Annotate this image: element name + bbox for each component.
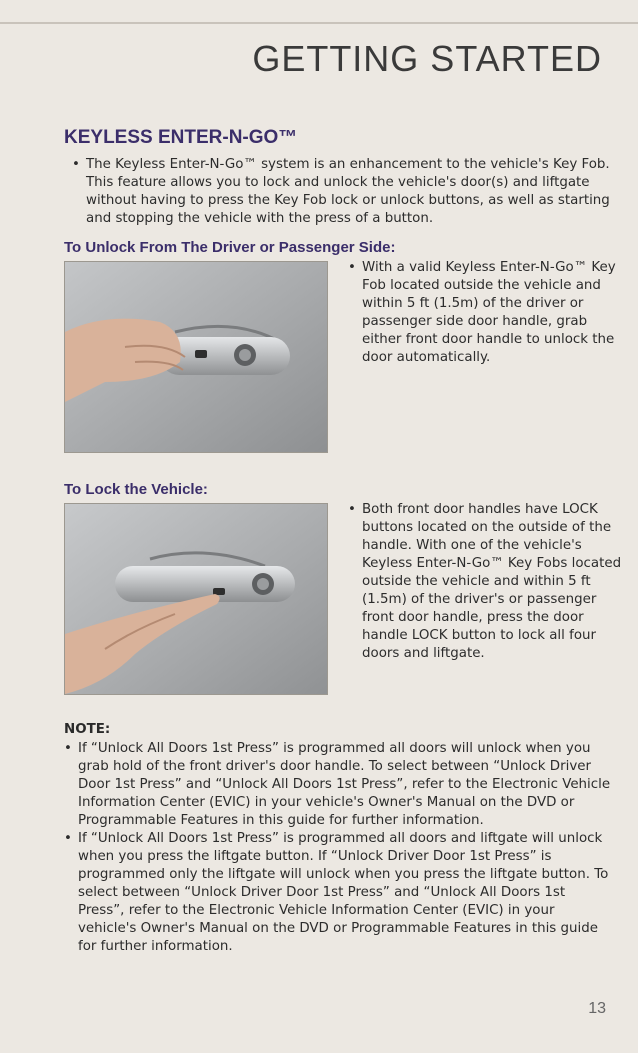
lock-instructions: • Both front door handles have LOCK buttons located on the outside of the handle. With one of the vehicle's Keyless Enter-N-Go™ Key Fobs located outside the vehicle and within 5 ft (1.5m) of the driver's or passenger front door handle, press the door handle LOCK button to lock all four doors and liftgate. <box>346 501 624 663</box>
note-item: • If “Unlock All Doors 1st Press” is programmed all doors will unlock when you grab hold of the front driver's door handle. To select between “Unlock Driver Door 1st Press” and “Unlock All Doors 1st Press”, refer to the Electronic Vehicle Information Center (EVIC) in your vehicle's Owner's Manual on the DVD or Programmable Features in this guide for further information. <box>64 740 612 830</box>
page-number: 13 <box>588 1000 606 1017</box>
door-handle-lock-photo <box>64 503 328 695</box>
lock-heading: To Lock the Vehicle: <box>64 481 208 498</box>
door-handle-grab-photo <box>64 261 328 453</box>
note-heading: NOTE: <box>64 722 111 737</box>
section-title: KEYLESS ENTER-N-GO™ <box>64 127 298 148</box>
header-rule <box>0 22 638 24</box>
chapter-title: GETTING STARTED <box>252 38 602 79</box>
intro-paragraph: • The Keyless Enter-N-Go™ system is an enhancement to the vehicle's Key Fob. This feature allows you to lock and unlock the vehicle's door(s) and liftgate without having to press the Key Fob lock or unlock buttons, as well as starting and stopping the vehicle with the press of a button. <box>70 156 626 228</box>
note-item: • If “Unlock All Doors 1st Press” is programmed all doors and liftgate will unlock when you press the liftgate button. If “Unlock Driver Door 1st Press” is programmed only the liftgate will unlock when you press the liftgate button. To select between “Unlock Driver Door 1st Press” and “Unlock All Doors 1st Press”, refer to the Electronic Vehicle Information Center (EVIC) in your vehicle's Owner's Manual on the DVD or Programmable Features in this guide for further information. <box>64 830 612 956</box>
note-list <box>64 740 612 956</box>
unlock-instructions: • With a valid Keyless Enter-N-Go™ Key Fob located outside the vehicle and within 5 ft (1.5m) of the driver or passenger side door handle, grab either front door handle to unlock the door automatically. <box>346 259 624 367</box>
unlock-heading: To Unlock From The Driver or Passenger Side: <box>64 239 396 256</box>
